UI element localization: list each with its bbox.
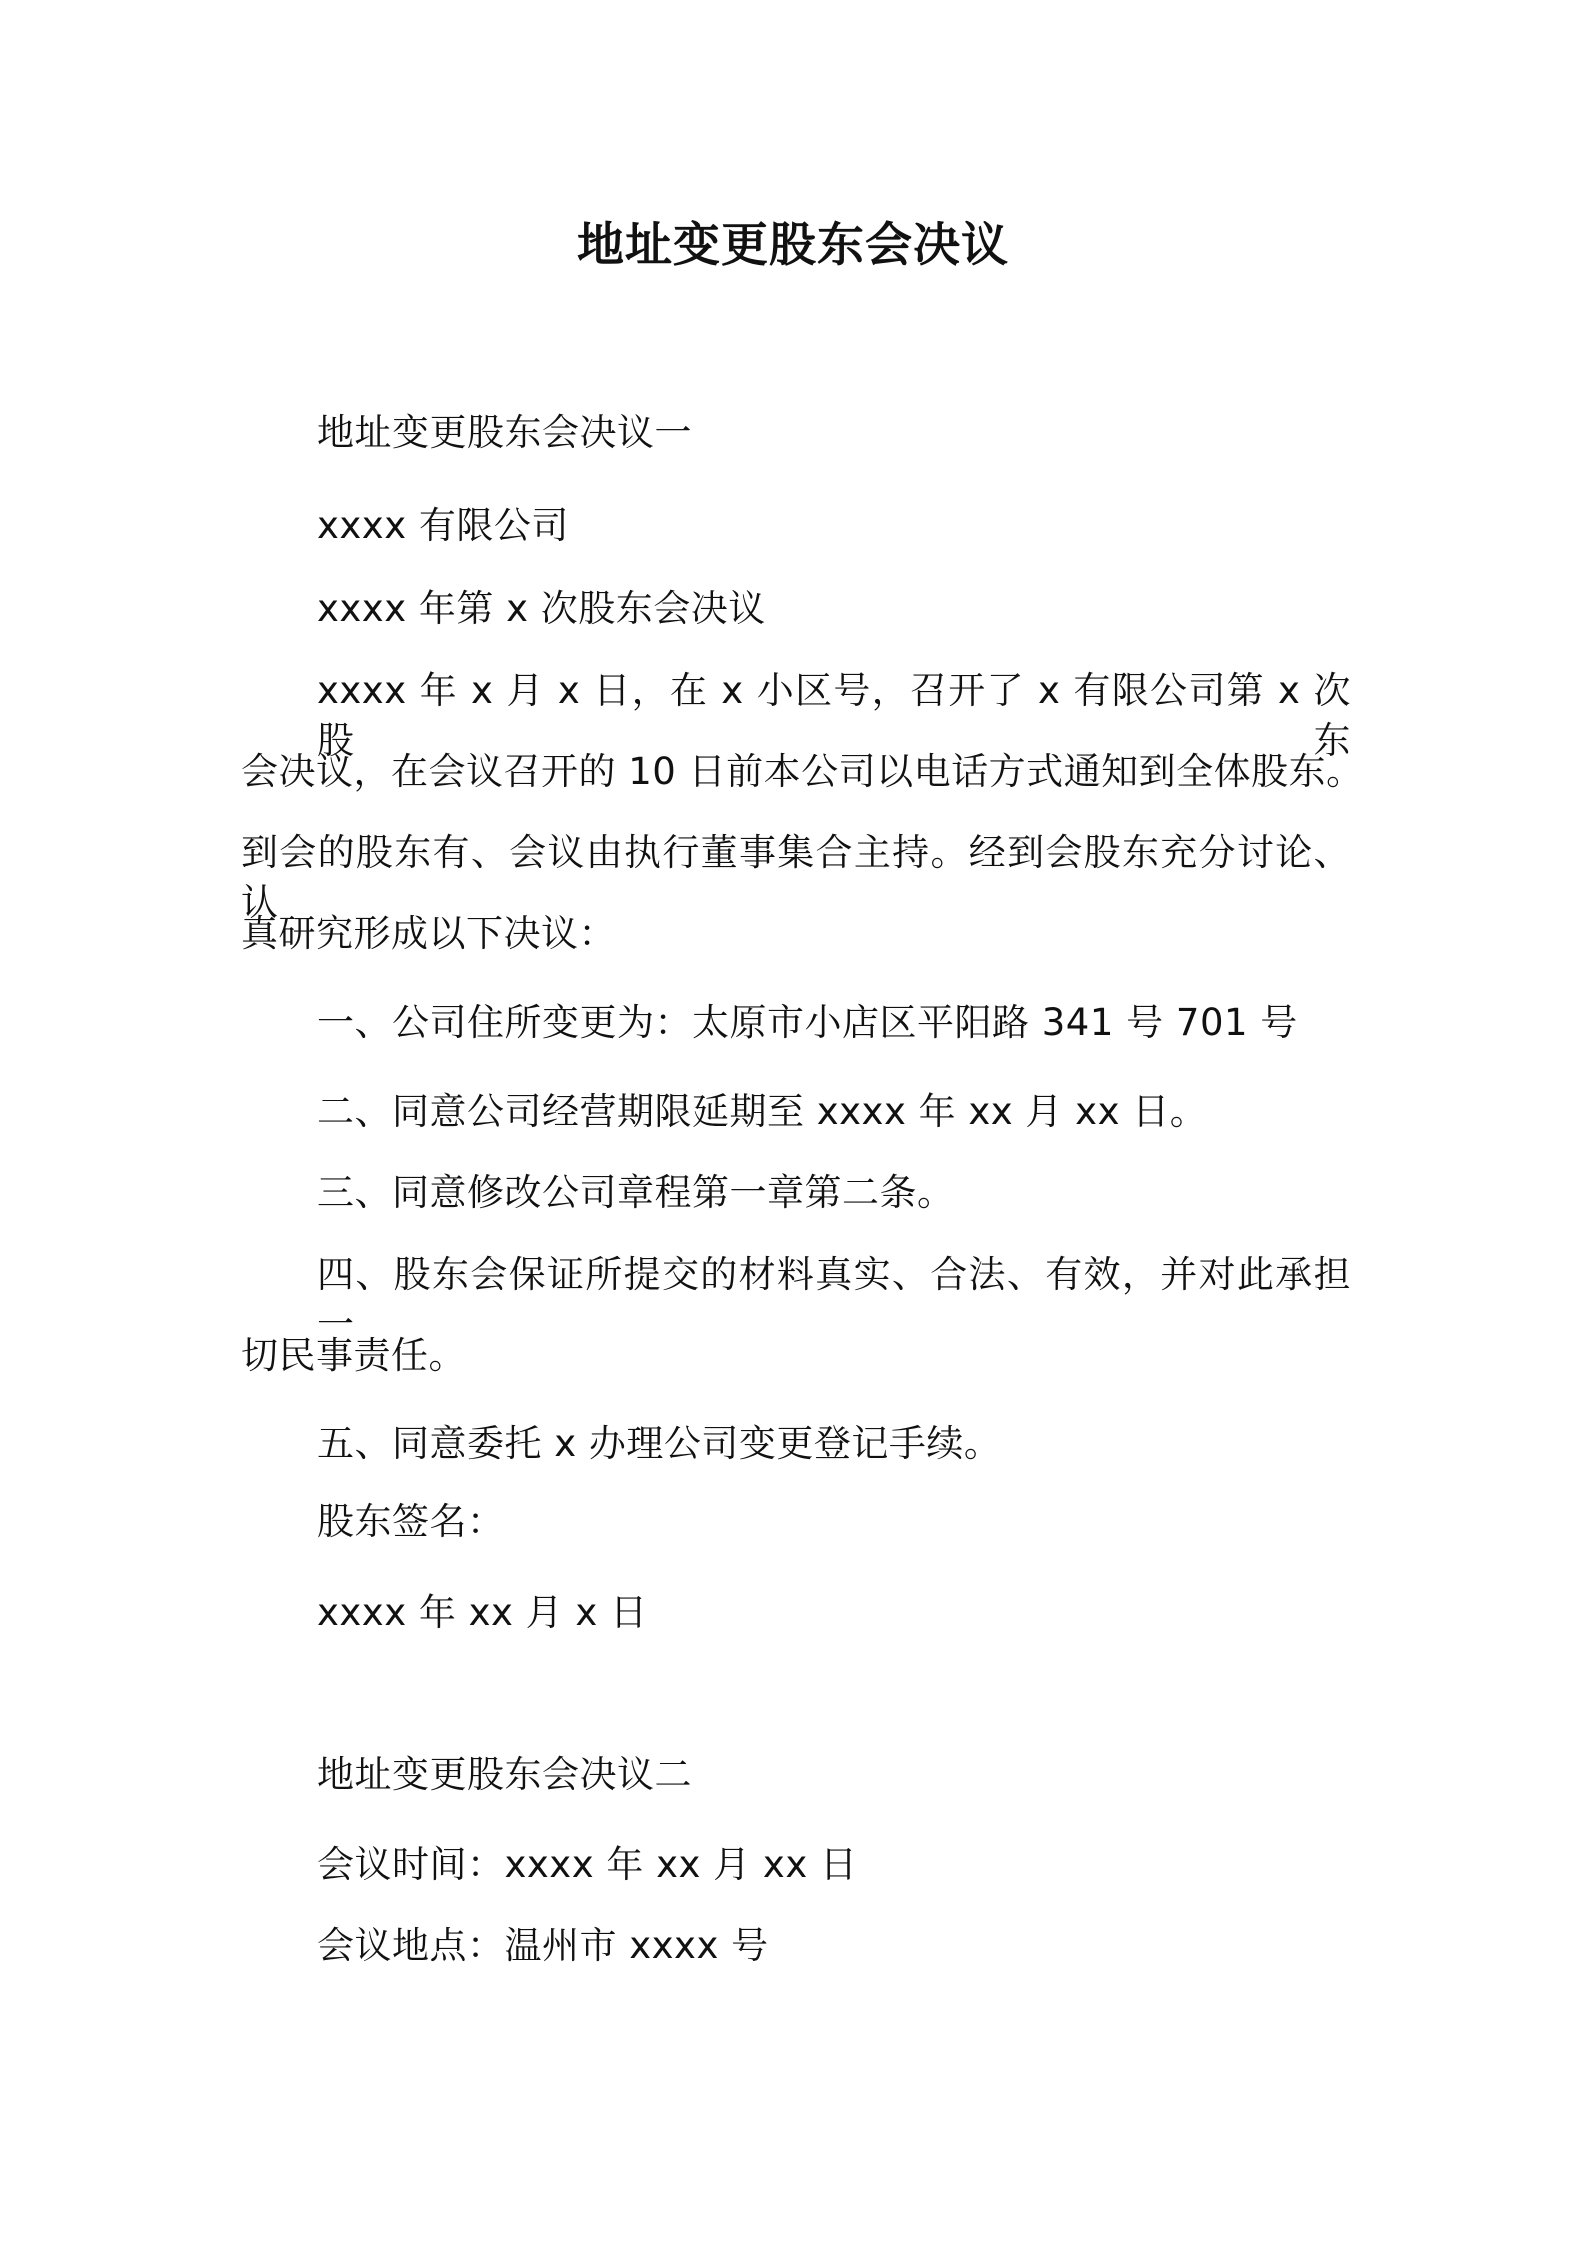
resolution-2: 二、同意公司经营期限延期至 xxxx 年 xx 月 xx 日。 <box>317 1090 1208 1133</box>
meeting-title: xxxx 年第 x 次股东会决议 <box>317 587 766 630</box>
resolution-3: 三、同意修改公司章程第一章第二条。 <box>317 1171 955 1214</box>
intro-line-3: 到会的股东有、会议由执行董事集合主持。经到会股东充分讨论、认 <box>241 831 1351 924</box>
intro-line-4: 真研究形成以下决议： <box>241 912 616 955</box>
intro-line-1: xxxx 年 x 月 x 日，在 x 小区号，召开了 x 有限公司第 x 次股东 <box>317 669 1351 762</box>
signature-label: 股东签名： <box>317 1500 505 1543</box>
meeting-time: 会议时间：xxxx 年 xx 月 xx 日 <box>317 1843 858 1886</box>
resolution-4-continued: 切民事责任。 <box>241 1334 466 1377</box>
intro-line-2: 会决议，在会议召开的 10 日前本公司以电话方式通知到全体股东。 <box>241 750 1364 793</box>
resolution-4: 四、股东会保证所提交的材料真实、合法、有效，并对此承担一 <box>317 1253 1351 1346</box>
resolution-1: 一、公司住所变更为：太原市小店区平阳路 341 号 701 号 <box>317 1001 1298 1044</box>
company-name: xxxx 有限公司 <box>317 504 569 547</box>
section1-heading: 地址变更股东会决议一 <box>317 411 692 454</box>
resolution-date: xxxx 年 xx 月 x 日 <box>317 1591 648 1634</box>
meeting-place: 会议地点：温州市 xxxx 号 <box>317 1924 769 1967</box>
section2-heading: 地址变更股东会决议二 <box>317 1753 692 1796</box>
document-title: 地址变更股东会决议 <box>577 218 1009 273</box>
resolution-5: 五、同意委托 x 办理公司变更登记手续。 <box>317 1422 1002 1465</box>
